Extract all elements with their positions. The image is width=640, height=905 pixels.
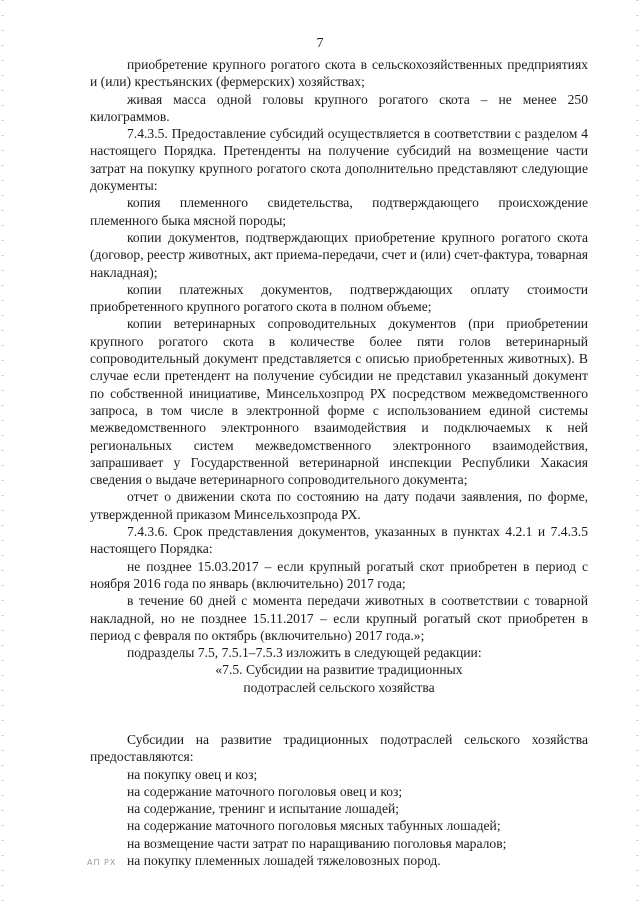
section-spacer: [90, 696, 588, 731]
scan-edge-left: [1, 0, 4, 905]
list-item: на покупку овец и коз;: [127, 766, 258, 782]
paragraph: копии документов, подтверждающих приобретение крупного рогатого скота (договор, реестр животных, акт приема-передачи, счет и (или) счет-фактура, товарная накладная);: [90, 229, 588, 280]
list-item: на содержание маточного поголовья овец и коз;: [127, 783, 403, 799]
list-item: на покупку племенных лошадей тяжеловозных пород.: [127, 853, 441, 869]
footer-stamp-mark: АП РХ: [87, 858, 117, 867]
list-item: на содержание, тренинг и испытание лошадей;: [127, 801, 400, 817]
paragraph: не позднее 15.03.2017 – если крупный рогатый скот приобретен в период с ноября 2016 года по январь (включительно) 2017 года;: [90, 558, 588, 591]
list-item: на содержание маточного поголовья мясных табунных лошадей;: [127, 818, 501, 834]
section-heading-line-1: «7.5. Субсидии на развитие традиционных: [215, 662, 463, 678]
paragraph: подразделы 7.5, 7.5.1–7.5.3 изложить в следующей редакции:: [127, 645, 482, 661]
list-item: на возмещение части затрат по наращиванию поголовья маралов;: [127, 835, 507, 851]
page-number: 7: [316, 35, 324, 50]
paragraph: 7.4.3.5. Предоставление субсидий осуществляется в соответствии с разделом 4 настоящего Порядка. Претенденты на получение субсидий на возмещение части затрат на покупку крупного рогатого скота дополнительно представляют следующие документы:: [90, 126, 588, 194]
paragraph: копия племенного свидетельства, подтверждающего происхождение племенного быка мясной породы;: [90, 195, 588, 228]
paragraph: отчет о движении скота по состоянию на дату подачи заявления, по форме, утвержденной приказом Минсельхозпрода РХ.: [90, 489, 588, 522]
section-heading-line-2: подотраслей сельского хозяйства: [243, 679, 435, 695]
scan-edge-right: [636, 0, 639, 905]
paragraph: копии платежных документов, подтверждающих оплату стоимости приобретенного крупного рогатого скота в полном объеме;: [90, 281, 588, 315]
paragraph: в течение 60 дней с момента передачи животных в соответствии с товарной накладной, но не позднее 15.11.2017 – если крупный рогатый скот приобретен в период с февраля по октябрь (включительно) 2017 года.»;: [90, 593, 588, 643]
paragraph: приобретение крупного рогатого скота в сельскохозяйственных предприятиях и (или) крестьянских (фермерских) хозяйствах;: [90, 57, 588, 90]
paragraph: живая масса одной головы крупного рогатого скота – не менее 250 килограммов.: [90, 91, 588, 124]
document-body: [90, 56, 588, 869]
paragraph: копии ветеринарных сопроводительных документов (при приобретении крупного рогатого скота в количестве более пяти голов ветеринарный сопроводительный документ представляется с описью приобретенных животных). В случае если претендент на получение субсидии не представил указанный документ по собственной инициативе, Минсельхозпрод РХ посредством межведомственного запроса, в том числе в электронной форме с использованием единой системы межведомственного электронного взаимодействия и подключаемых к ней региональных систем межведомственного электронного взаимодействия, запрашивает у Государственной ветеринарной инспекции Республики Хакасия сведения о выдаче ветеринарного сопроводительного документа;: [90, 316, 588, 488]
paragraph: 7.4.3.6. Срок представления документов, указанных в пунктах 4.2.1 и 7.4.3.5 настоящего Порядка:: [90, 524, 588, 557]
section-intro: Субсидии на развитие традиционных подотраслей сельского хозяйства предоставляются:: [90, 731, 588, 765]
